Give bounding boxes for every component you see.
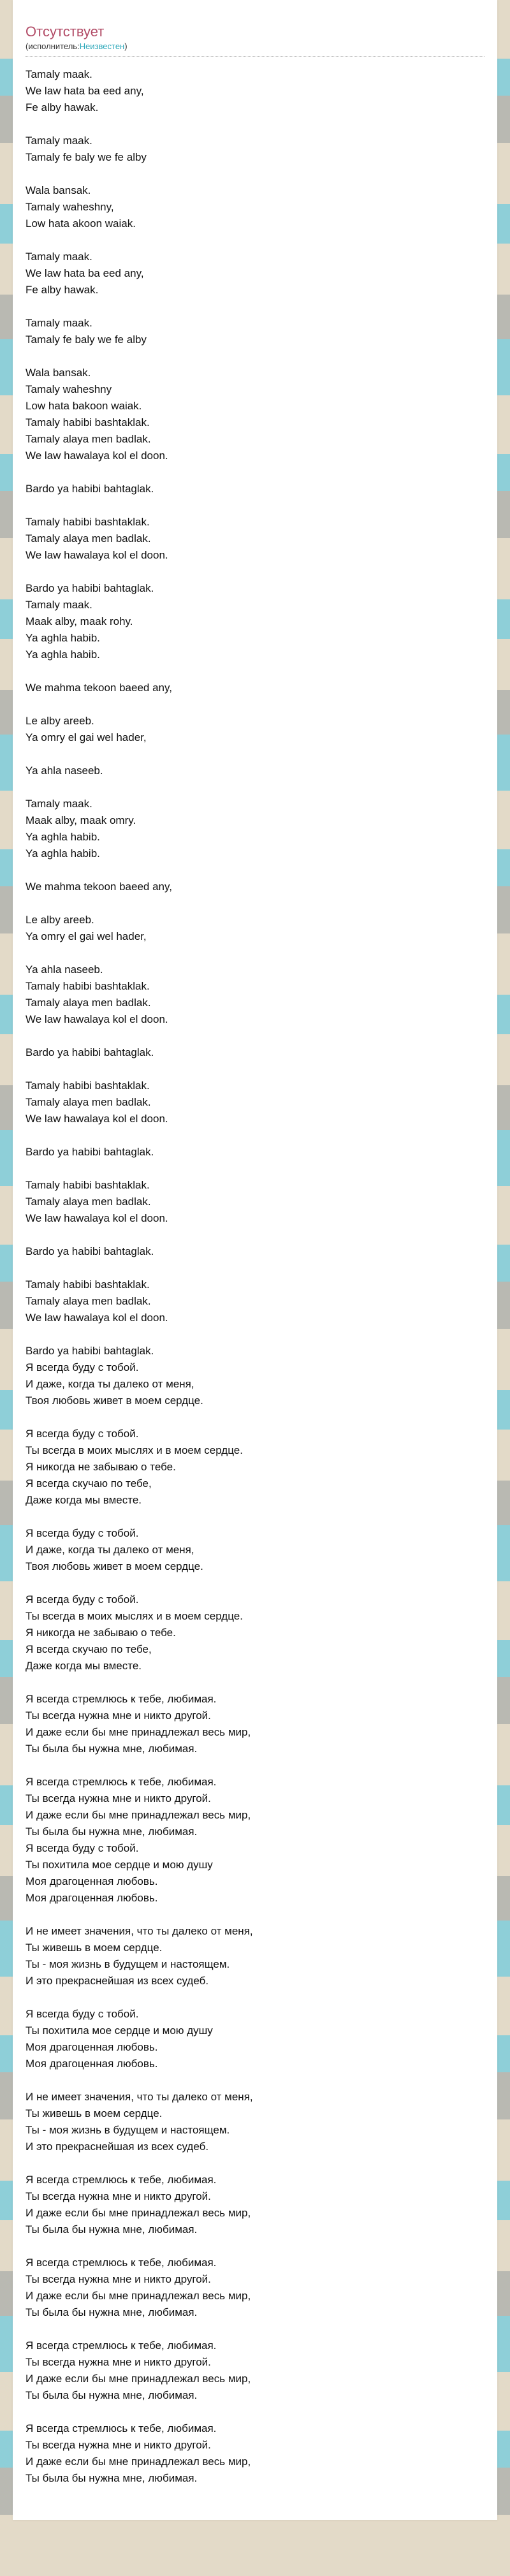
- artist-suffix: ): [124, 41, 127, 51]
- song-header: [26, 23, 491, 52]
- artist-prefix: (исполнитель:: [26, 41, 80, 51]
- song-title: Отсутствует: [26, 24, 105, 40]
- header-divider: [26, 56, 484, 57]
- background-stripe: [0, 2515, 510, 2576]
- lyrics-text: Tamaly maak. We law hata ba eed any, Fe alby hawak. Tamaly maak. Tamaly fe baly we fe alby Wala bansak. Tamaly waheshny, Low hata akoon waiak. Tamaly maak. We law hata ba eed any, Fe alby hawak. Tamaly maak. Tamaly fe baly we fe alby Wala bansak. Tamaly waheshny Low hata bakoon waiak. Tamaly habibi bashtaklak. Tamaly alaya men badlak. We law hawalaya kol el doon. Bardo ya habibi bahtaglak. Tamaly habibi bashtaklak. Tamaly alaya men badlak. We law hawalaya kol el doon. Bardo ya habibi bahtaglak. Tamaly maak. Maak alby, maak rohy. Ya aghla habib. Ya aghla habib. We mahma tekoon baeed any, Le alby areeb. Ya omry el gai wel hader, Ya ahla naseeb. Tamaly maak. Maak alby, maak omry. Ya aghla habib. Ya aghla habib. We mahma tekoon baeed any, Le alby areeb. Ya omry el gai wel hader, Ya ahla naseeb. Tamaly habibi bashtaklak. Tamaly alaya men badlak. We law hawalaya kol el doon. Bardo ya habibi bahtaglak. Tamaly habibi bashtaklak. Tamaly alaya men badlak. We law hawalaya kol el doon. Bardo ya habibi bahtaglak. Tamaly habibi bashtaklak. Tamaly alaya men badlak. We law hawalaya kol el doon. Bardo ya habibi bahtaglak. Tamaly habibi bashtaklak. Tamaly alaya men badlak. We law hawalaya kol el doon. Bardo ya habibi bahtaglak. Я всегда буду с тобой. И даже, когда ты далеко от меня, Твоя любовь живет в моем сердце. Я всегда буду с тобой. Ты всегда в моих мыслях и в моем сердце. Я никогда не забываю о тебе. Я всегда скучаю по тебе, Даже когда мы вместе. Я всегда буду с тобой. И даже, когда ты далеко от меня, Твоя любовь живет в моем сердце. Я всегда буду с тобой. Ты всегда в моих мыслях и в моем сердце. Я никогда не забываю о тебе. Я всегда скучаю по тебе, Даже когда мы вместе. Я всегда стремлюсь к тебе, любимая. Ты всегда нужна мне и никто другой. И даже если бы мне принадлежал весь мир, Ты была бы нужна мне, любимая. Я всегда стремлюсь к тебе, любимая. Ты всегда нужна мне и никто другой. И даже если бы мне принадлежал весь мир, Ты была бы нужна мне, любимая. Я всегда буду с тобой. Ты похитила мое сердце и мою душу Моя драгоценная любовь. Моя драгоценная любовь. И не имеет значения, что ты далеко от меня, Ты живешь в моем сердце. Ты - моя жизнь в будущем и настоящем. И это прекраснейшая из всех судеб. Я всегда буду с тобой. Ты похитила мое сердце и мою душу Моя драгоценная любовь. Моя драгоценная любовь. И не имеет значения, что ты далеко от меня, Ты живешь в моем сердце. Ты - моя жизнь в будущем и настоящем. И это прекраснейшая из всех судеб. Я всегда стремлюсь к тебе, любимая. Ты всегда нужна мне и никто другой. И даже если бы мне принадлежал весь мир, Ты была бы нужна мне, любимая. Я всегда стремлюсь к тебе, любимая. Ты всегда нужна мне и никто другой. И даже если бы мне принадлежал весь мир, Ты была бы нужна мне, любимая. Я всегда стремлюсь к тебе, любимая. Ты всегда нужна мне и никто другой. И даже если бы мне принадлежал весь мир, Ты была бы нужна мне, любимая. Я всегда стремлюсь к тебе, любимая. Ты всегда нужна мне и никто другой. И даже если бы мне принадлежал весь мир, Ты была бы нужна мне, любимая.: [26, 68, 253, 2484]
- artist-line: [26, 41, 491, 52]
- artist-link[interactable]: Неизвестен: [79, 41, 125, 51]
- lyrics-page: [13, 0, 497, 2520]
